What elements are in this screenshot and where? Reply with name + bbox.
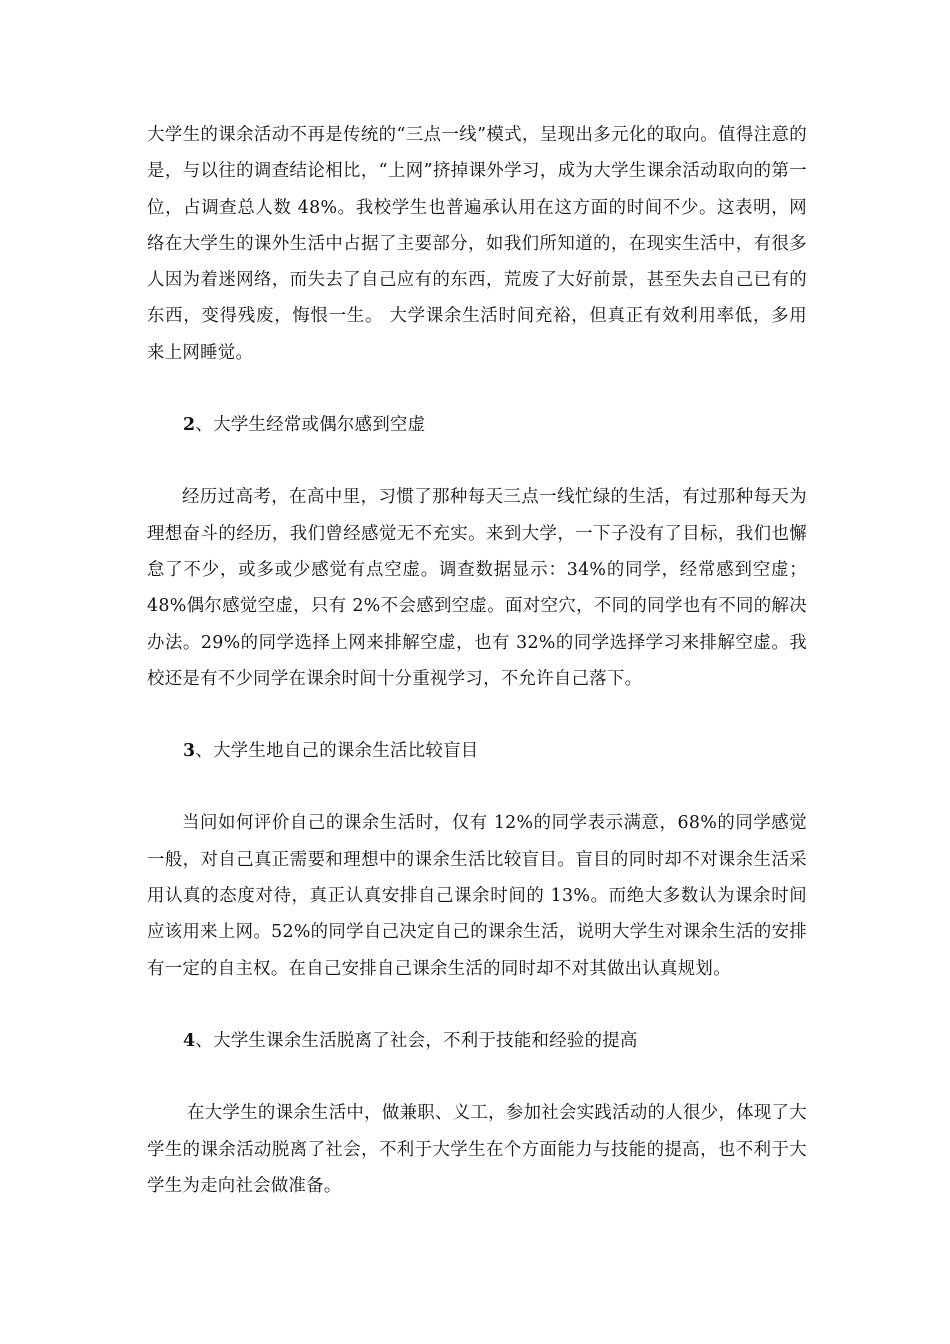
spacer [147, 443, 807, 479]
spacer [147, 697, 807, 733]
heading-text: 、大学生地自己的课余生活比较盲目 [195, 741, 479, 762]
spacer [147, 769, 807, 805]
section-heading-4 [147, 1023, 807, 1059]
spacer [147, 371, 807, 407]
heading-text: 、大学生经常或偶尔感到空虚 [195, 415, 426, 436]
section-heading-2 [147, 407, 807, 443]
heading-number: 2 [183, 415, 196, 436]
heading-text: 、大学生课余生活脱离了社会，不利于技能和经验的提高 [195, 1030, 638, 1051]
document-page [147, 117, 807, 1204]
spacer [147, 1059, 807, 1095]
paragraph-2: 经历过高考，在高中里，习惯了那种每天三点一线忙绿的生活，有过那种每天为理想奋斗的经历，我们曾经感觉无不充实。来到大学，一下子没有了目标，我们也懈怠了不少，或多或少感觉有点空虚。调查数据显示：34%的同学，经常感到空虚；48%偶尔感觉空虚，只有 2%不会感到空虚。面对空穴，不同的同学也有不同的解决办法。29%的同学选择上网来排解空虚，也有 32%的同学选择学习来排解空虚。我校还是有不少同学在课余时间十分重视学习，不允许自己落下。 [147, 487, 807, 689]
paragraph-3: 当问如何评价自己的课余生活时，仅有 12%的同学表示满意，68%的同学感觉一般，对自己真正需要和理想中的课余生活比较盲目。盲目的同时却不对课余生活采用认真的态度对待，真正认真安排自己课余时间的 13%。而绝大多数认为课余时间应该用来上网。52%的同学自己决定自己的课余生活，说明大学生对课余生活的安排有一定的自主权。在自己安排自己课余生活的同时却不对其做出认真规划。 [147, 813, 807, 979]
spacer [147, 987, 807, 1023]
section-heading-3 [147, 733, 807, 769]
heading-number: 4 [183, 1030, 196, 1051]
heading-number: 3 [183, 741, 196, 762]
paragraph-4: 在大学生的课余生活中，做兼职、义工，参加社会实践活动的人很少，体现了大学生的课余活动脱离了社会，不利于大学生在个方面能力与技能的提高，也不利于大学生为走向社会做准备。 [147, 1103, 807, 1196]
paragraph-1: 大学生的课余活动不再是传统的“三点一线”模式，呈现出多元化的取向。值得注意的是，与以往的调查结论相比，“上网”挤掉课外学习，成为大学生课余活动取向的第一位，占调查总人数 48%。我校学生也普遍承认用在这方面的时间不少。这表明，网络在大学生的课外生活中占据了主要部分，如我们所知道的，在现实生活中，有很多人因为着迷网络，而失去了自己应有的东西，荒废了大好前景，甚至失去自己已有的东西，变得残废，悔恨一生。 大学课余生活时间充裕，但真正有效利用率低，多用来上网睡觉。 [147, 125, 807, 363]
